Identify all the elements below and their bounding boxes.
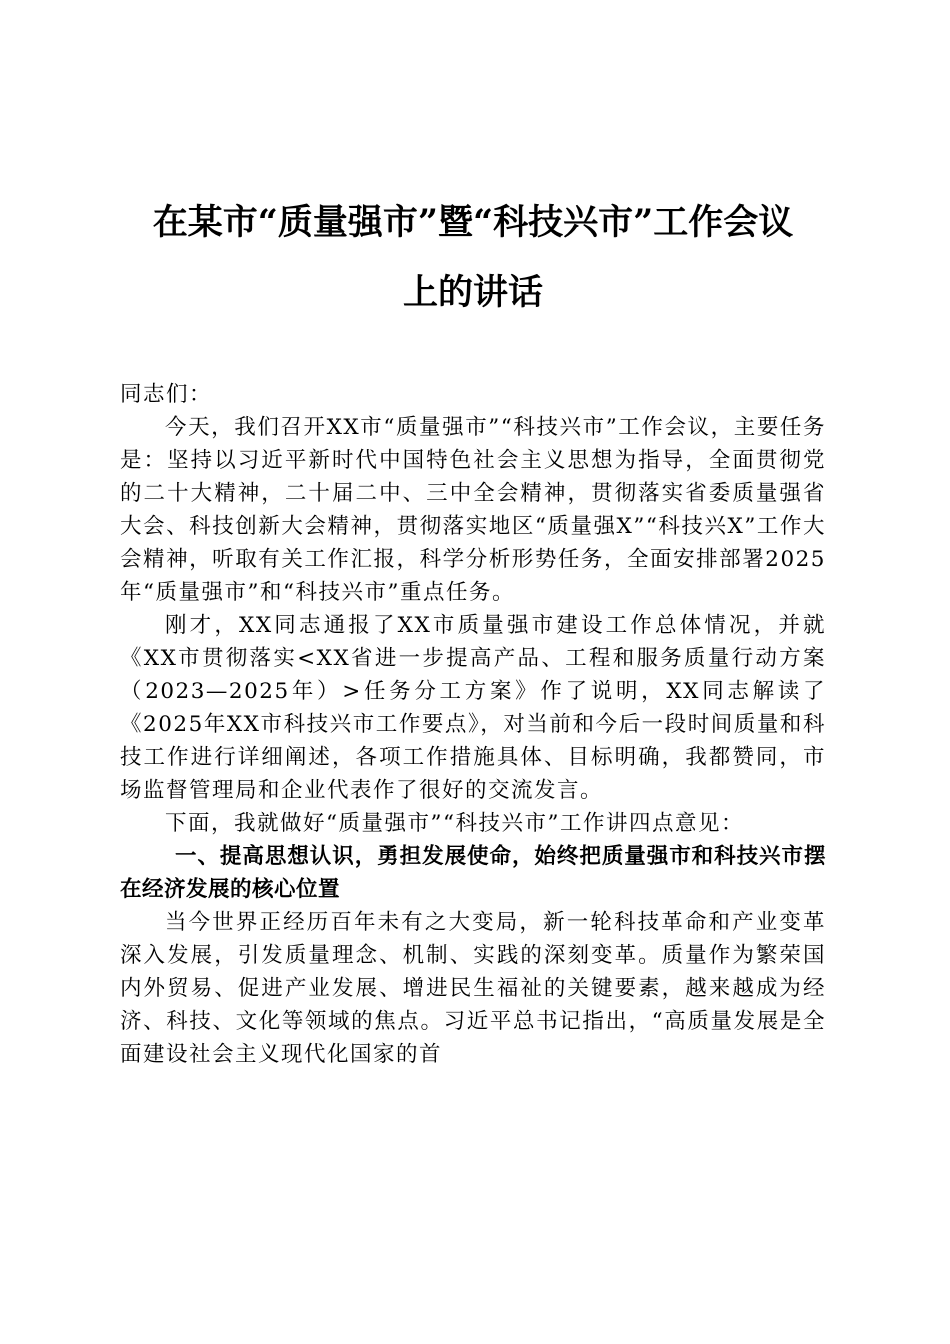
paragraph-3: 下面，我就做好“质量强市”“科技兴市”工作讲四点意见： <box>165 811 744 836</box>
document-title <box>120 0 826 328</box>
title-line-1: 在某市“质量强市”暨“科技兴市”工作会议 <box>152 202 794 243</box>
paragraph-4: 当今世界正经历百年未有之大变局，新一轮科技革命和产业变革深入发展，引发质量理念、机制、实践的深刻变革。质量作为繁荣国内外贸易、促进产业发展、增进民生福祉的关键要素，越来越成为经济、科技、文化等领域的焦点。习近平总书记指出，“高质量发展是全面建设社会主义现代化国家的首 <box>120 910 826 1067</box>
paragraph-2: 刚才，XX同志通报了XX市质量强市建设工作总体情况，并就《XX市贯彻落实<XX省进一步提高产品、工程和服务质量行动方案（2023—2025年）>任务分工方案》作了说明，XX同志解读了《2025年XX市科技兴市工作要点》，对当前和今后一段时间质量和科技工作进行详细阐述，各项工作措施具体、目标明确，我都赞同，市场监督管理局和企业代表作了很好的交流发言。 <box>120 613 826 803</box>
salutation: 同志们： <box>120 382 213 407</box>
section-heading-1: 一、提高思想认识，勇担发展使命，始终把质量强市和科技兴市摆在经济发展的核心位置 <box>120 844 826 902</box>
paragraph-1: 今天，我们召开XX市“质量强市”“科技兴市”工作会议，主要任务是：坚持以习近平新时代中国特色社会主义思想为指导，全面贯彻党的二十大精神，二十届二中、三中全会精神，贯彻落实省委质量强省大会、科技创新大会精神，贯彻落实地区“质量强X”“科技兴X”工作大会精神，听取有关工作汇报，科学分析形势任务，全面安排部署2025年“质量强市”和“科技兴市”重点任务。 <box>120 415 826 605</box>
document-body <box>120 378 826 1071</box>
title-line-2: 上的讲话 <box>402 272 543 313</box>
document-page <box>120 0 826 1071</box>
